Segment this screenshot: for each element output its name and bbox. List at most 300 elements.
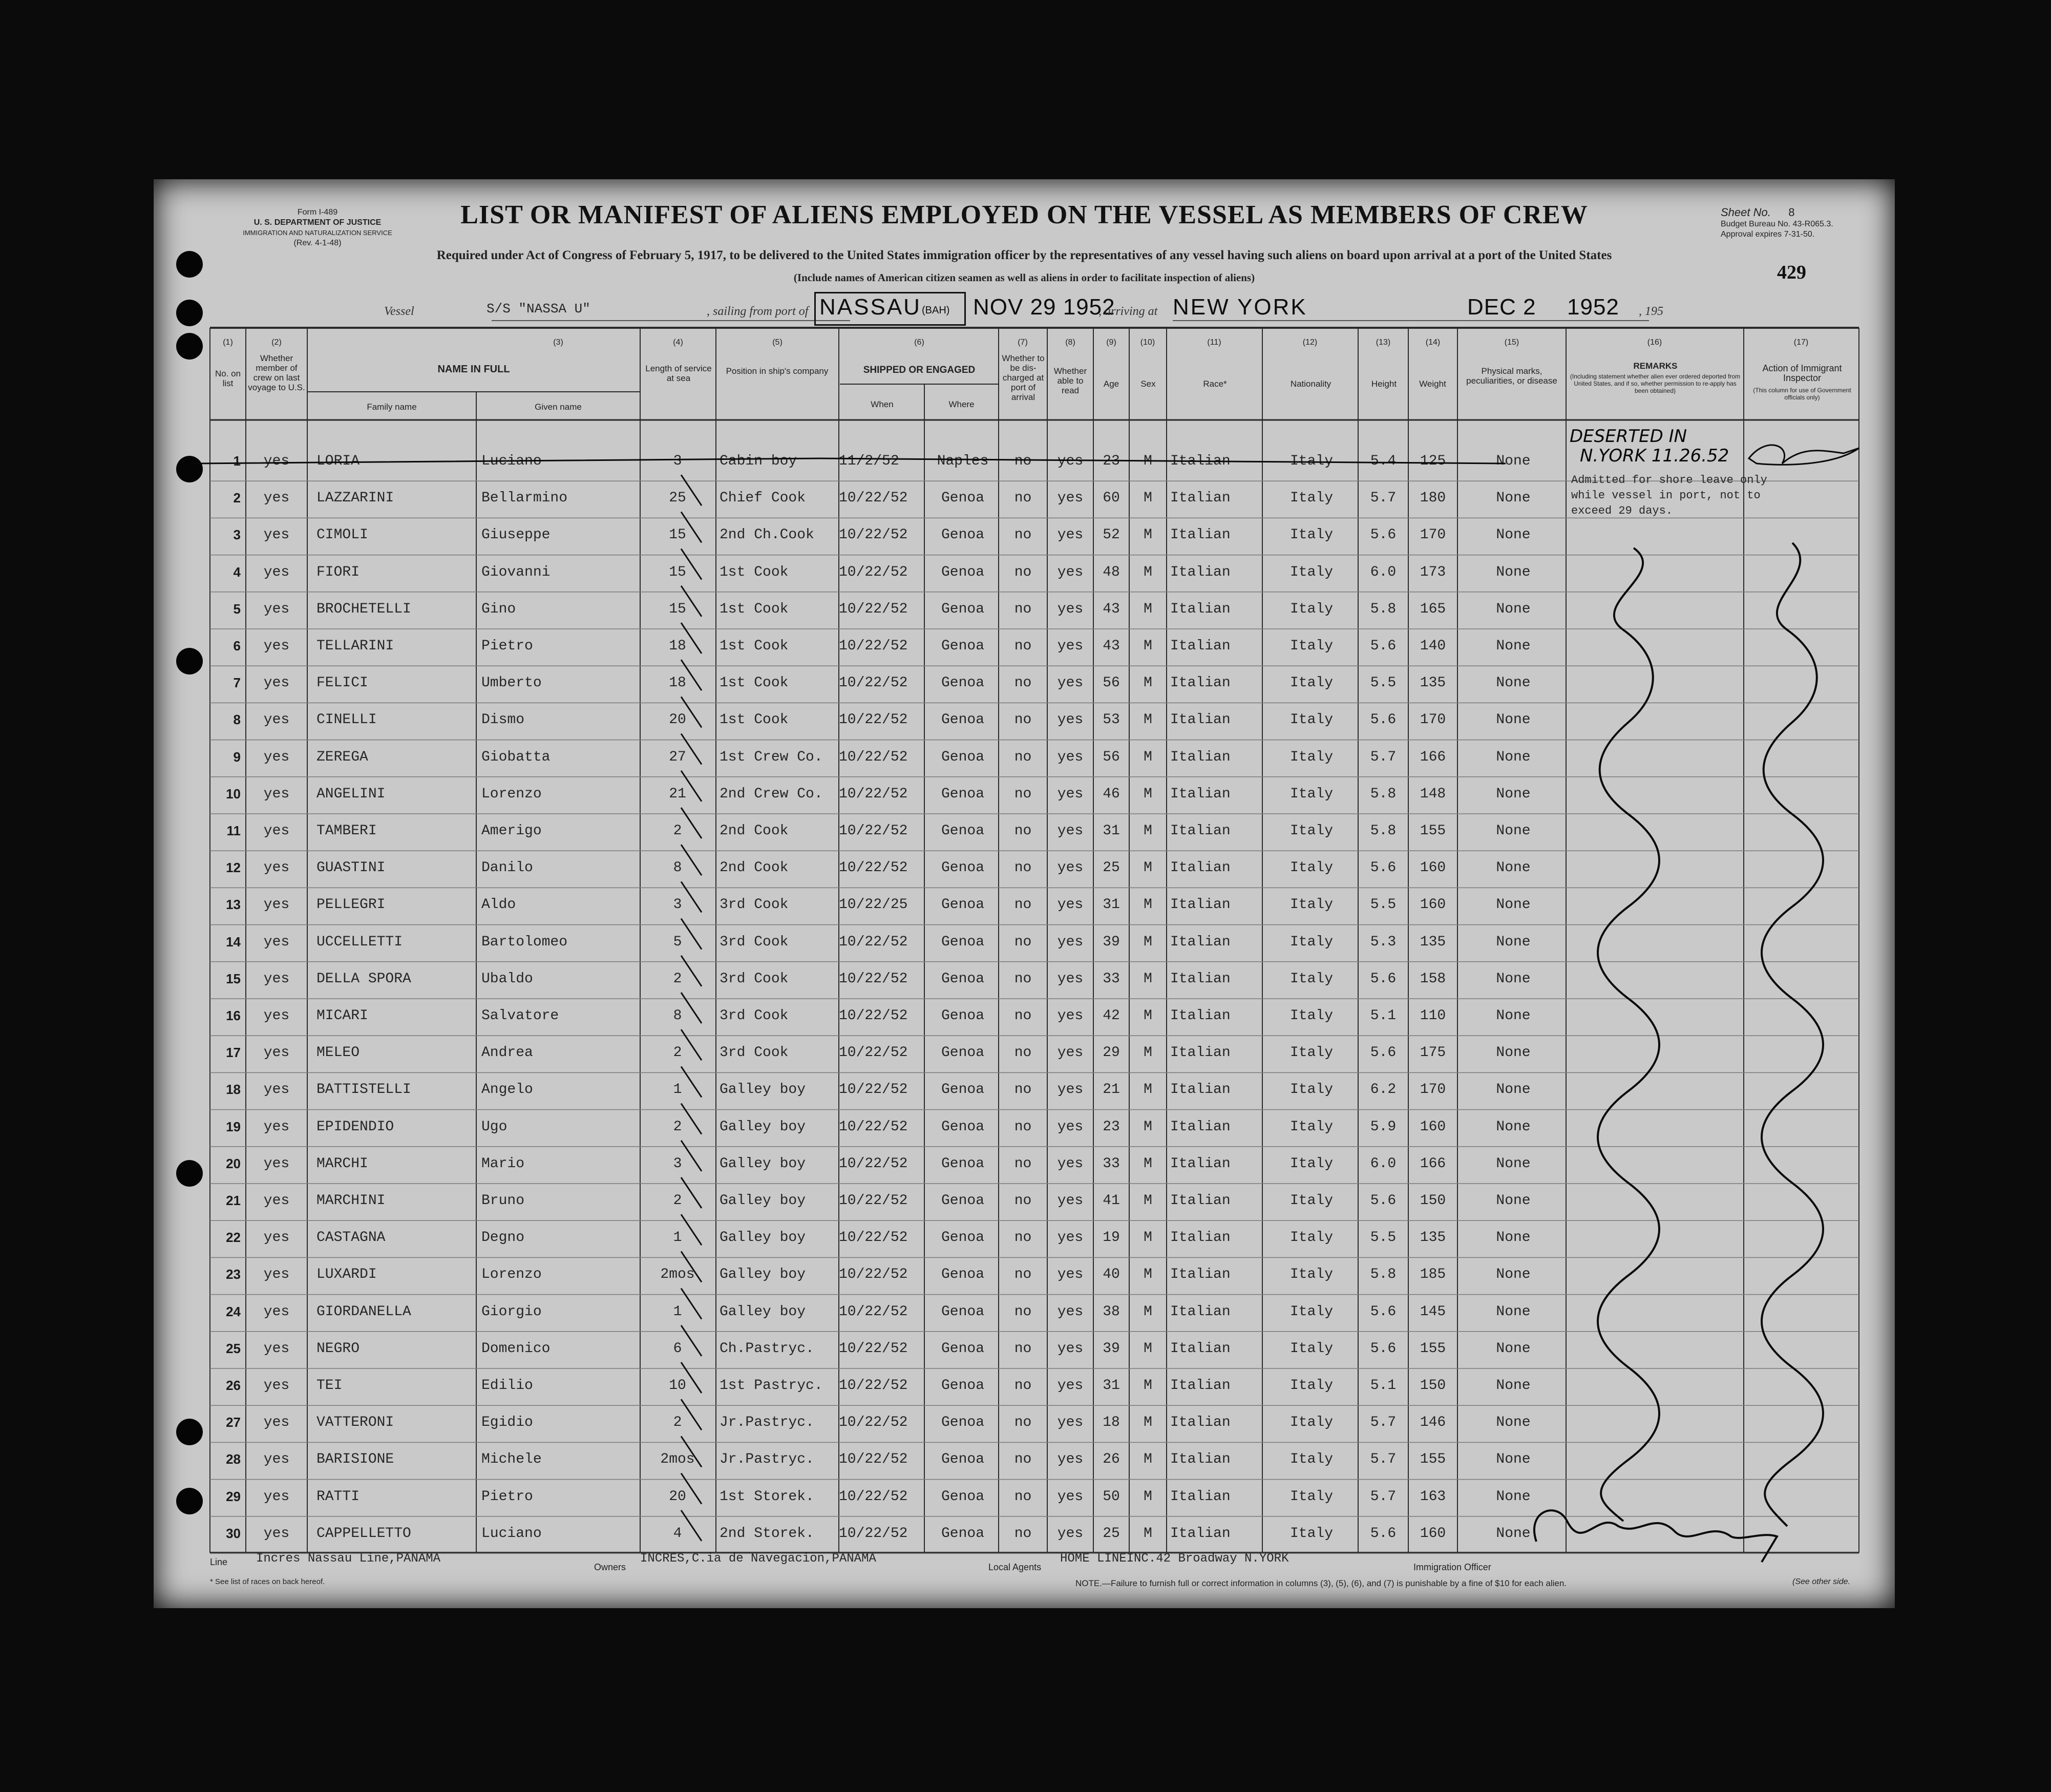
cell-no: 17 bbox=[226, 1045, 241, 1061]
cell-sex: M bbox=[1144, 1119, 1152, 1135]
cell-family: NEGRO bbox=[316, 1340, 360, 1357]
cell-where: Genoa bbox=[941, 897, 984, 913]
cell-given: Andrea bbox=[481, 1045, 533, 1061]
footer-line-value: Incres Nassau Line,PANAMA bbox=[256, 1552, 441, 1566]
cell-nationality: Italy bbox=[1289, 860, 1333, 876]
cell-family: DELLA SPORA bbox=[316, 971, 411, 987]
sheet-number: 8 bbox=[1788, 206, 1795, 219]
length-service-slash bbox=[681, 1362, 702, 1393]
header-race: Race* bbox=[1203, 379, 1227, 389]
header-able-read: Whether able to read bbox=[1053, 366, 1087, 395]
cell-given: Ubaldo bbox=[481, 971, 533, 987]
cell-member: yes bbox=[263, 712, 290, 728]
length-service-slash bbox=[681, 1325, 702, 1356]
cell-height: 5.6 bbox=[1370, 1303, 1397, 1320]
cell-read: yes bbox=[1057, 786, 1084, 802]
cell-member: yes bbox=[263, 527, 290, 543]
cell-physical: None bbox=[1496, 1082, 1531, 1098]
cell-physical: None bbox=[1496, 749, 1531, 765]
header-where: Where bbox=[948, 399, 975, 409]
arrival-date: DEC 2 bbox=[1467, 294, 1536, 320]
cell-when: 10/22/52 bbox=[839, 823, 908, 839]
column-number: (11) bbox=[1207, 338, 1221, 347]
cell-where: Genoa bbox=[941, 1082, 984, 1098]
cell-where: Genoa bbox=[941, 1525, 984, 1542]
cell-service: 21 bbox=[669, 786, 686, 802]
cell-when: 10/22/52 bbox=[839, 1415, 908, 1431]
cell-no: 11 bbox=[226, 823, 241, 838]
cell-no: 14 bbox=[226, 934, 241, 950]
length-service-slash bbox=[681, 1177, 702, 1208]
column-number: (12) bbox=[1302, 338, 1318, 347]
cell-weight: 160 bbox=[1420, 1119, 1446, 1135]
length-service-slash bbox=[681, 1510, 702, 1541]
cell-when: 10/22/52 bbox=[839, 712, 908, 728]
cell-race: Italian bbox=[1170, 786, 1231, 802]
length-service-slash bbox=[681, 1141, 702, 1171]
column-number: (8) bbox=[1065, 338, 1075, 347]
cell-age: 40 bbox=[1103, 1267, 1120, 1283]
cell-sex: M bbox=[1144, 712, 1152, 728]
cell-service: 25 bbox=[669, 490, 686, 507]
cell-position: Galley boy bbox=[720, 1267, 806, 1283]
cell-race: Italian bbox=[1170, 1451, 1231, 1468]
cell-age: 43 bbox=[1103, 638, 1120, 654]
cell-service: 2mos bbox=[660, 1451, 695, 1468]
remark-deserted-line1: DESERTED IN bbox=[1570, 426, 1687, 447]
footer-line-label: Line bbox=[210, 1557, 228, 1567]
length-service-slash bbox=[681, 919, 702, 950]
cell-age: 41 bbox=[1103, 1193, 1120, 1209]
column-number: (10) bbox=[1140, 338, 1155, 347]
cell-where: Genoa bbox=[941, 527, 984, 543]
ditto-wavy-line-remarks bbox=[1598, 548, 1659, 1521]
cell-when: 10/22/52 bbox=[839, 1378, 908, 1394]
cell-height: 5.6 bbox=[1370, 638, 1397, 654]
header-nationality: Nationality bbox=[1290, 379, 1331, 389]
cell-physical: None bbox=[1496, 1193, 1531, 1209]
cell-service: 2 bbox=[673, 1415, 682, 1431]
column-number: (17) bbox=[1793, 338, 1809, 347]
cell-discharged: no bbox=[1014, 453, 1032, 469]
cell-no: 25 bbox=[226, 1340, 241, 1356]
cell-given: Gino bbox=[481, 601, 516, 617]
cell-height: 5.6 bbox=[1370, 1525, 1397, 1542]
cell-when: 10/22/52 bbox=[839, 786, 908, 802]
cell-sex: M bbox=[1144, 1267, 1152, 1283]
cell-weight: 146 bbox=[1420, 1415, 1446, 1431]
footer-owners-value: INCRES,C.ia de Navegacion,PANAMA bbox=[640, 1552, 876, 1566]
cell-service: 18 bbox=[669, 638, 686, 654]
cell-no: 26 bbox=[226, 1378, 241, 1393]
footer-owners-label: Owners bbox=[594, 1562, 626, 1572]
cell-service: 15 bbox=[669, 527, 686, 543]
cell-height: 5.8 bbox=[1370, 601, 1397, 617]
cell-height: 5.7 bbox=[1370, 490, 1397, 507]
cell-discharged: no bbox=[1014, 971, 1032, 987]
cell-where: Genoa bbox=[941, 1378, 984, 1394]
cell-nationality: Italy bbox=[1289, 1193, 1333, 1209]
officer-signature bbox=[1534, 1510, 1777, 1562]
cell-weight: 158 bbox=[1420, 971, 1446, 987]
cell-member: yes bbox=[263, 1045, 290, 1061]
cell-height: 5.4 bbox=[1370, 453, 1397, 469]
cell-family: ZEREGA bbox=[316, 749, 368, 765]
cell-weight: 166 bbox=[1420, 1155, 1446, 1172]
cell-sex: M bbox=[1144, 1230, 1152, 1246]
cell-physical: None bbox=[1496, 1488, 1531, 1505]
cell-age: 18 bbox=[1103, 1415, 1120, 1431]
length-service-slash bbox=[681, 660, 702, 690]
cell-height: 5.5 bbox=[1370, 1230, 1397, 1246]
cell-age: 38 bbox=[1103, 1303, 1120, 1320]
cell-given: Michele bbox=[481, 1451, 542, 1468]
cell-race: Italian bbox=[1170, 1045, 1231, 1061]
cell-height: 5.7 bbox=[1370, 1451, 1397, 1468]
header-no-on-list: No. on list bbox=[215, 369, 241, 388]
cell-height: 5.6 bbox=[1370, 1193, 1397, 1209]
cell-read: yes bbox=[1057, 1045, 1084, 1061]
remark-deserted-line2: N.YORK 11.26.52 bbox=[1580, 446, 1729, 466]
cell-no: 7 bbox=[233, 675, 241, 691]
cell-age: 21 bbox=[1103, 1082, 1120, 1098]
cell-read: yes bbox=[1057, 564, 1084, 580]
cell-position: 1st Storek. bbox=[720, 1488, 814, 1505]
cell-member: yes bbox=[263, 1378, 290, 1394]
port-of-departure: NASSAU bbox=[819, 294, 921, 320]
cell-service: 1 bbox=[673, 1082, 682, 1098]
cell-family: LAZZARINI bbox=[316, 490, 394, 507]
cell-sex: M bbox=[1144, 564, 1152, 580]
cell-race: Italian bbox=[1170, 1340, 1231, 1357]
cell-race: Italian bbox=[1170, 1303, 1231, 1320]
column-number: (3) bbox=[553, 338, 563, 347]
cell-discharged: no bbox=[1014, 1193, 1032, 1209]
cell-family: VATTERONI bbox=[316, 1415, 394, 1431]
cell-age: 53 bbox=[1103, 712, 1120, 728]
length-service-slash bbox=[681, 1436, 702, 1467]
cell-where: Genoa bbox=[941, 971, 984, 987]
cell-discharged: no bbox=[1014, 1008, 1032, 1024]
header-whether-member: Whether member of crew on last voyage to U.S. bbox=[248, 353, 305, 392]
cell-service: 2 bbox=[673, 1045, 682, 1061]
cell-given: Luciano bbox=[481, 453, 542, 469]
cell-position: Jr.Pastryc. bbox=[720, 1415, 814, 1431]
cell-member: yes bbox=[263, 934, 290, 950]
cell-weight: 155 bbox=[1420, 823, 1446, 839]
cell-service: 20 bbox=[669, 1488, 686, 1505]
cell-service: 1 bbox=[673, 1303, 682, 1320]
cell-member: yes bbox=[263, 1119, 290, 1135]
cell-when: 10/22/52 bbox=[839, 1045, 908, 1061]
cell-given: Degno bbox=[481, 1230, 525, 1246]
cell-physical: None bbox=[1496, 1045, 1531, 1061]
cell-given: Mario bbox=[481, 1155, 525, 1172]
cell-sex: M bbox=[1144, 1008, 1152, 1024]
cell-where: Genoa bbox=[941, 490, 984, 507]
length-service-slash bbox=[681, 1399, 702, 1430]
cell-race: Italian bbox=[1170, 1008, 1231, 1024]
header-action: Action of Immigrant Inspector bbox=[1762, 363, 1842, 383]
cell-given: Angelo bbox=[481, 1082, 533, 1098]
sailing-date: NOV 29 1952 bbox=[973, 294, 1115, 320]
cell-given: Giobatta bbox=[481, 749, 551, 765]
cell-family: CIMOLI bbox=[316, 527, 368, 543]
cell-read: yes bbox=[1057, 1082, 1084, 1098]
cell-sex: M bbox=[1144, 527, 1152, 543]
year-suffix: , 195 bbox=[1639, 305, 1663, 318]
cell-weight: 170 bbox=[1420, 712, 1446, 728]
cell-race: Italian bbox=[1170, 823, 1231, 839]
cell-where: Genoa bbox=[941, 1045, 984, 1061]
cell-nationality: Italy bbox=[1289, 1082, 1333, 1098]
cell-discharged: no bbox=[1014, 490, 1032, 507]
cell-member: yes bbox=[263, 601, 290, 617]
cell-where: Genoa bbox=[941, 1008, 984, 1024]
cell-nationality: Italy bbox=[1289, 1525, 1333, 1542]
cell-service: 3 bbox=[673, 897, 682, 913]
cell-age: 31 bbox=[1103, 897, 1120, 913]
cell-age: 43 bbox=[1103, 601, 1120, 617]
cell-when: 10/22/52 bbox=[839, 1082, 908, 1098]
cell-position: Galley boy bbox=[720, 1155, 806, 1172]
cell-nationality: Italy bbox=[1289, 1230, 1333, 1246]
cell-height: 6.2 bbox=[1370, 1082, 1397, 1098]
cell-where: Genoa bbox=[941, 1340, 984, 1357]
cell-height: 5.5 bbox=[1370, 897, 1397, 913]
cell-discharged: no bbox=[1014, 638, 1032, 654]
header-physical: Physical marks, peculiarities, or disease bbox=[1466, 366, 1557, 386]
cell-weight: 160 bbox=[1420, 897, 1446, 913]
arrival-year: 1952 bbox=[1567, 294, 1619, 320]
cell-when: 10/22/52 bbox=[839, 1155, 908, 1172]
cell-race: Italian bbox=[1170, 934, 1231, 950]
cell-nationality: Italy bbox=[1289, 675, 1333, 691]
cell-family: FIORI bbox=[316, 564, 360, 580]
cell-service: 10 bbox=[669, 1378, 686, 1394]
header-family-name: Family name bbox=[367, 402, 417, 412]
cell-member: yes bbox=[263, 971, 290, 987]
cell-discharged: no bbox=[1014, 1230, 1032, 1246]
cell-read: yes bbox=[1057, 527, 1084, 543]
cell-when: 10/22/52 bbox=[839, 749, 908, 765]
cell-service: 2 bbox=[673, 823, 682, 839]
cell-height: 5.6 bbox=[1370, 1340, 1397, 1357]
cell-member: yes bbox=[263, 1451, 290, 1468]
cell-no: 24 bbox=[226, 1303, 241, 1319]
cell-no: 10 bbox=[226, 786, 241, 802]
cell-service: 27 bbox=[669, 749, 686, 765]
cell-where: Genoa bbox=[941, 1415, 984, 1431]
cell-nationality: Italy bbox=[1289, 1451, 1333, 1468]
cell-nationality: Italy bbox=[1289, 601, 1333, 617]
cell-height: 5.1 bbox=[1370, 1008, 1397, 1024]
cell-no: 15 bbox=[226, 971, 241, 986]
cell-member: yes bbox=[263, 1008, 290, 1024]
column-number: (2) bbox=[271, 338, 282, 347]
cell-race: Italian bbox=[1170, 971, 1231, 987]
cell-no: 20 bbox=[226, 1155, 241, 1171]
cell-when: 10/22/52 bbox=[839, 1525, 908, 1542]
cell-sex: M bbox=[1144, 860, 1152, 876]
cell-race: Italian bbox=[1170, 897, 1231, 913]
cell-age: 39 bbox=[1103, 1340, 1120, 1357]
cell-physical: None bbox=[1496, 823, 1531, 839]
cell-weight: 160 bbox=[1420, 1525, 1446, 1542]
cell-where: Genoa bbox=[941, 1303, 984, 1320]
cell-no: 8 bbox=[233, 712, 241, 728]
cell-no: 9 bbox=[233, 749, 241, 765]
cell-member: yes bbox=[263, 564, 290, 580]
cell-weight: 185 bbox=[1420, 1267, 1446, 1283]
cell-nationality: Italy bbox=[1289, 712, 1333, 728]
service-name: IMMIGRATION AND NATURALIZATION SERVICE bbox=[243, 229, 392, 237]
cell-when: 10/22/52 bbox=[839, 860, 908, 876]
cell-physical: None bbox=[1496, 490, 1531, 507]
cell-physical: None bbox=[1496, 601, 1531, 617]
cell-race: Italian bbox=[1170, 1119, 1231, 1135]
cell-when: 10/22/52 bbox=[839, 490, 908, 507]
cell-nationality: Italy bbox=[1289, 786, 1333, 802]
length-service-slash bbox=[681, 512, 702, 542]
cell-member: yes bbox=[263, 1488, 290, 1505]
cell-service: 2mos bbox=[660, 1267, 695, 1283]
cell-given: Bruno bbox=[481, 1193, 525, 1209]
cell-where: Naples bbox=[937, 453, 989, 469]
cell-height: 5.1 bbox=[1370, 1378, 1397, 1394]
cell-given: Danilo bbox=[481, 860, 533, 876]
sailing-label: , sailing from port of bbox=[707, 305, 809, 318]
cell-age: 42 bbox=[1103, 1008, 1120, 1024]
cell-where: Genoa bbox=[941, 638, 984, 654]
cell-read: yes bbox=[1057, 1119, 1084, 1135]
cell-weight: 148 bbox=[1420, 786, 1446, 802]
cell-physical: None bbox=[1496, 860, 1531, 876]
header-remarks-note: (Including statement whether alien ever ordered deported from United States, and if so, whether permission to re-apply has been obtained) bbox=[1570, 373, 1741, 394]
cell-no: 13 bbox=[226, 897, 241, 913]
cell-member: yes bbox=[263, 1525, 290, 1542]
cell-read: yes bbox=[1057, 1008, 1084, 1024]
department-name: U. S. DEPARTMENT OF JUSTICE bbox=[253, 218, 382, 227]
cell-position: 3rd Cook bbox=[720, 934, 789, 950]
cell-given: Egidio bbox=[481, 1415, 533, 1431]
cell-position: Jr.Pastryc. bbox=[720, 1451, 814, 1468]
cell-family: PELLEGRI bbox=[316, 897, 386, 913]
cell-family: MICARI bbox=[316, 1008, 368, 1024]
cell-no: 27 bbox=[226, 1415, 241, 1430]
footer-penalty-note: NOTE.—Failure to furnish full or correct information in columns (3), (5), (6), and (7) is punishable by a fine of $10 for each alien. bbox=[1075, 1578, 1567, 1588]
cell-no: 22 bbox=[226, 1230, 241, 1246]
cell-given: Pietro bbox=[481, 1488, 533, 1505]
approval-expiry: Approval expires 7-31-50. bbox=[1721, 230, 1815, 239]
cell-member: yes bbox=[263, 1155, 290, 1172]
cell-age: 29 bbox=[1103, 1045, 1120, 1061]
cell-when: 10/22/52 bbox=[839, 1008, 908, 1024]
cell-service: 2 bbox=[673, 1193, 682, 1209]
cell-discharged: no bbox=[1014, 675, 1032, 691]
cell-height: 5.7 bbox=[1370, 1488, 1397, 1505]
cell-when: 10/22/52 bbox=[839, 1303, 908, 1320]
cell-position: 3rd Cook bbox=[720, 971, 789, 987]
cell-race: Italian bbox=[1170, 1155, 1231, 1172]
cell-family: CINELLI bbox=[316, 712, 377, 728]
cell-given: Giuseppe bbox=[481, 527, 551, 543]
cell-age: 56 bbox=[1103, 749, 1120, 765]
vessel-name: S/S "NASSA U" bbox=[487, 301, 590, 317]
cell-weight: 170 bbox=[1420, 1082, 1446, 1098]
cell-given: Luciano bbox=[481, 1525, 542, 1542]
cell-discharged: no bbox=[1014, 934, 1032, 950]
cell-member: yes bbox=[263, 1340, 290, 1357]
cell-read: yes bbox=[1057, 971, 1084, 987]
cell-race: Italian bbox=[1170, 527, 1231, 543]
cell-given: Dismo bbox=[481, 712, 525, 728]
cell-read: yes bbox=[1057, 897, 1084, 913]
cell-service: 20 bbox=[669, 712, 686, 728]
cell-race: Italian bbox=[1170, 1082, 1231, 1098]
cell-family: TELLARINI bbox=[316, 638, 394, 654]
cell-read: yes bbox=[1057, 749, 1084, 765]
cell-age: 23 bbox=[1103, 453, 1120, 469]
cell-nationality: Italy bbox=[1289, 823, 1333, 839]
cell-height: 5.7 bbox=[1370, 749, 1397, 765]
cell-read: yes bbox=[1057, 1267, 1084, 1283]
header-weight: Weight bbox=[1419, 379, 1446, 389]
cell-no: 3 bbox=[233, 527, 241, 543]
cell-position: Galley boy bbox=[720, 1303, 806, 1320]
cell-weight: 125 bbox=[1420, 453, 1446, 469]
cell-physical: None bbox=[1496, 453, 1531, 469]
cell-given: Domenico bbox=[481, 1340, 551, 1357]
cell-nationality: Italy bbox=[1289, 749, 1333, 765]
cell-when: 10/22/52 bbox=[839, 527, 908, 543]
cell-where: Genoa bbox=[941, 601, 984, 617]
cell-race: Italian bbox=[1170, 490, 1231, 507]
cell-when: 10/22/52 bbox=[839, 564, 908, 580]
cell-read: yes bbox=[1057, 823, 1084, 839]
header-shipped: SHIPPED OR ENGAGED bbox=[863, 365, 976, 375]
document-title: LIST OR MANIFEST OF ALIENS EMPLOYED ON THE VESSEL AS MEMBERS OF CREW bbox=[460, 200, 1588, 229]
cell-when: 11/2/52 bbox=[839, 453, 899, 469]
length-service-slash bbox=[681, 549, 702, 580]
length-service-slash bbox=[681, 1214, 702, 1245]
cell-read: yes bbox=[1057, 1451, 1084, 1468]
cell-member: yes bbox=[263, 1415, 290, 1431]
cell-where: Genoa bbox=[941, 860, 984, 876]
cell-nationality: Italy bbox=[1289, 638, 1333, 654]
cell-sex: M bbox=[1144, 823, 1152, 839]
cell-position: Galley boy bbox=[720, 1082, 806, 1098]
cell-discharged: no bbox=[1014, 823, 1032, 839]
cell-read: yes bbox=[1057, 1193, 1084, 1209]
cell-sex: M bbox=[1144, 934, 1152, 950]
cell-read: yes bbox=[1057, 1303, 1084, 1320]
header-height: Height bbox=[1371, 379, 1397, 389]
length-service-slash bbox=[681, 1104, 702, 1134]
vessel-label: Vessel bbox=[384, 305, 414, 318]
column-number: (4) bbox=[673, 338, 683, 347]
column-number: (16) bbox=[1647, 338, 1662, 347]
cell-discharged: no bbox=[1014, 1488, 1032, 1505]
cell-member: yes bbox=[263, 1267, 290, 1283]
cell-member: yes bbox=[263, 1082, 290, 1098]
cell-discharged: no bbox=[1014, 712, 1032, 728]
cell-nationality: Italy bbox=[1289, 934, 1333, 950]
cell-sex: M bbox=[1144, 1082, 1152, 1098]
cell-physical: None bbox=[1496, 1267, 1531, 1283]
cell-family: LUXARDI bbox=[316, 1267, 377, 1283]
cell-position: 3rd Cook bbox=[720, 897, 789, 913]
